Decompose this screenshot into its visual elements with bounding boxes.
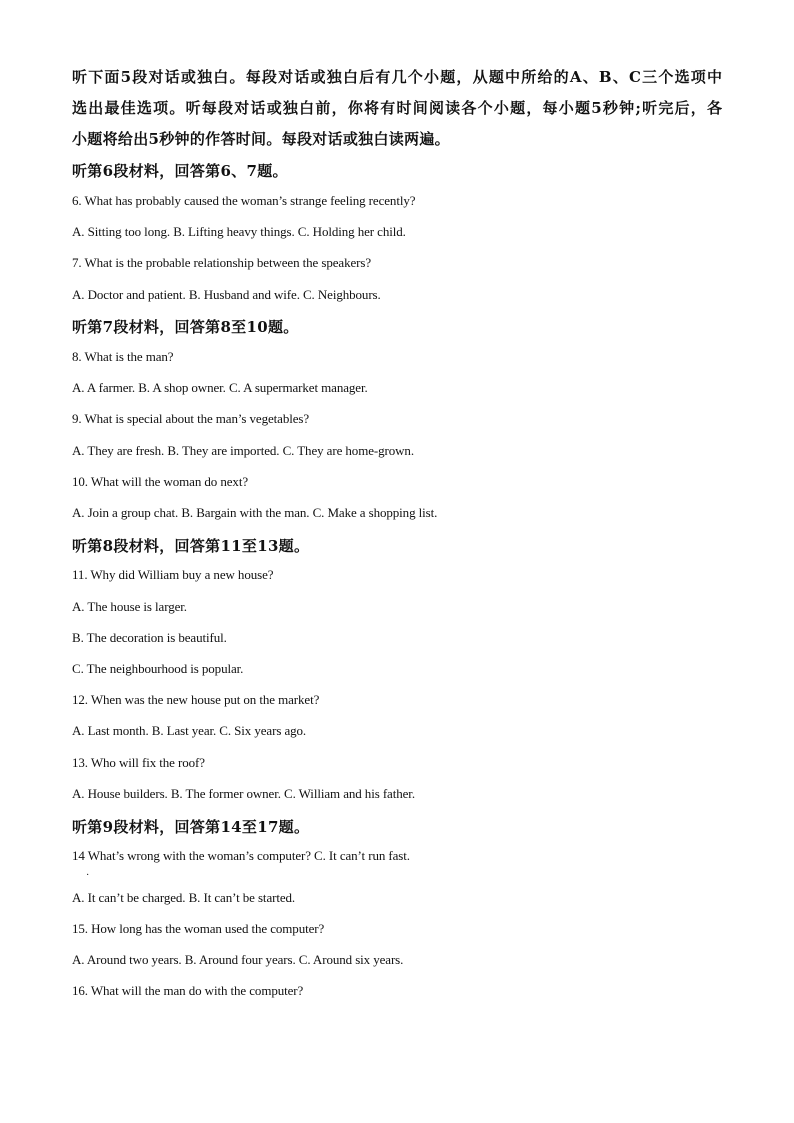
question-12: 12. When was the new house put on the market? — [72, 692, 320, 707]
options-14: A. It can’t be charged. B. It can’t be started. — [72, 890, 296, 905]
option-11-c: C. The neighbourhood is popular. — [72, 661, 244, 676]
question-16: 16. What will the man do with the computer? — [72, 983, 304, 998]
options-15: A. Around two years. B. Around four years. C. Around six years. — [72, 952, 404, 967]
options-10: A. Join a group chat. B. Bargain with the man. C. Make a shopping list. — [72, 505, 438, 520]
question-7: 7. What is the probable relationship between the speakers? — [72, 255, 371, 270]
intro-line-2: 选出最佳选项。听每段对话或独白前，你将有时间阅读各个小题，每小题5秒钟;听完后，各 — [72, 99, 722, 117]
question-8: 8. What is the man? — [72, 349, 174, 364]
stray-dot: · — [86, 870, 90, 881]
question-10: 10. What will the woman do next? — [72, 474, 248, 489]
intro-line-3: 小题将给出5秒钟的作答时间。每段对话或独白读两遍。 — [72, 130, 450, 148]
question-13: 13. Who will fix the roof? — [72, 755, 205, 770]
options-7: A. Doctor and patient. B. Husband and wife. C. Neighbours. — [72, 287, 381, 302]
options-13: A. House builders. B. The former owner. C. William and his father. — [72, 786, 415, 801]
section-heading-8: 听第8段材料，回答第11至13题。 — [72, 537, 310, 555]
question-6: 6. What has probably caused the woman’s strange feeling recently? — [72, 193, 416, 208]
section-heading-7: 听第7段材料，回答第8至10题。 — [72, 318, 299, 336]
section-heading-9: 听第9段材料，回答第14至17题。 — [72, 818, 310, 836]
option-11-a: A. The house is larger. — [72, 599, 187, 614]
question-11: 11. Why did William buy a new house? — [72, 567, 274, 582]
options-9: A. They are fresh. B. They are imported. C. They are home-grown. — [72, 443, 414, 458]
question-15: 15. How long has the woman used the computer? — [72, 921, 325, 936]
question-9: 9. What is special about the man’s vegetables? — [72, 411, 310, 426]
options-8: A. A farmer. B. A shop owner. C. A supermarket manager. — [72, 380, 368, 395]
section-heading-6: 听第6段材料，回答第6、7题。 — [72, 162, 288, 180]
intro-line-1: 听下面5段对话或独白。每段对话或独白后有几个小题，从题中所给的A、B、C三个选项中 — [72, 68, 722, 86]
options-12: A. Last month. B. Last year. C. Six years ago. — [72, 723, 307, 738]
question-14: 14 What’s wrong with the woman’s computer? C. It can’t run fast. — [72, 848, 410, 863]
options-6: A. Sitting too long. B. Lifting heavy things. C. Holding her child. — [72, 224, 406, 239]
option-11-b: B. The decoration is beautiful. — [72, 630, 227, 645]
